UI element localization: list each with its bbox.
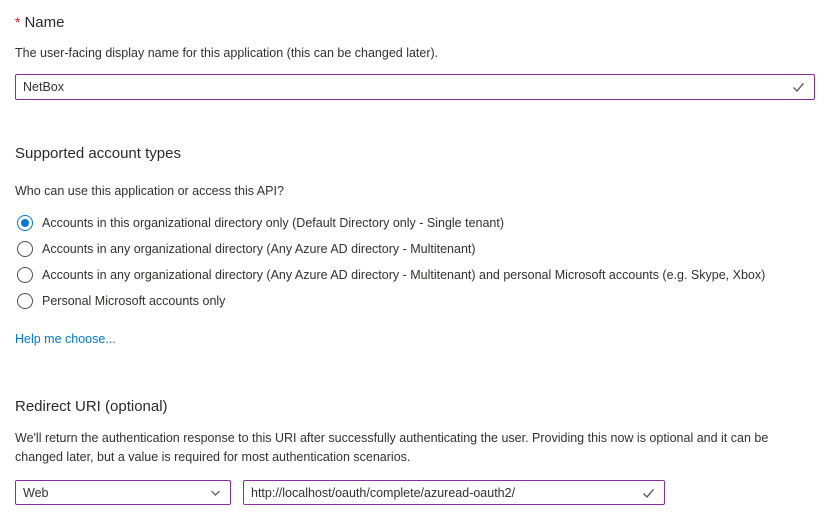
account-types-section-title: Supported account types xyxy=(15,145,181,162)
name-title-text: Name xyxy=(24,14,65,31)
radio-button-icon xyxy=(17,215,33,231)
account-types-question: Who can use this application or access this API? xyxy=(15,184,284,198)
help-me-choose-link[interactable]: Help me choose... xyxy=(15,332,116,346)
redirect-uri-controls xyxy=(15,480,815,505)
radio-button-icon xyxy=(17,267,33,283)
redirect-uri-description: We'll return the authentication response to this URI after successfully authenticating the user. Providing this now is optional and it can be changed later, but a value is required for most authentication scenarios. xyxy=(15,431,769,464)
radio-option-label: Accounts in any organizational directory (Any Azure AD directory - Multitenant) and personal Microsoft accounts (e.g. Skype, Xbox) xyxy=(42,268,766,282)
redirect-uri-section-title: Redirect URI (optional) xyxy=(15,398,168,415)
radio-option-multitenant-personal[interactable] xyxy=(15,262,815,288)
radio-option-multitenant[interactable] xyxy=(15,236,815,262)
radio-option-label: Accounts in this organizational directory only (Default Directory only - Single tenant) xyxy=(42,216,505,230)
chevron-down-icon xyxy=(209,486,222,499)
radio-option-personal-only[interactable] xyxy=(15,288,815,314)
name-input-container xyxy=(15,74,815,100)
platform-select-dropdown[interactable] xyxy=(15,480,231,505)
radio-option-label: Accounts in any organizational directory (Any Azure AD directory - Multitenant) xyxy=(42,242,476,256)
redirect-uri-input[interactable] xyxy=(243,480,665,505)
name-section-title xyxy=(15,13,815,32)
required-asterisk: * xyxy=(15,14,21,30)
redirect-uri-input-container xyxy=(243,480,665,505)
radio-option-single-tenant[interactable] xyxy=(15,210,815,236)
radio-button-icon xyxy=(17,293,33,309)
account-types-radio-group xyxy=(15,210,815,314)
platform-selected-value: Web xyxy=(23,485,49,500)
radio-button-icon xyxy=(17,241,33,257)
name-input[interactable] xyxy=(15,74,815,100)
name-description: The user-facing display name for this application (this can be changed later). xyxy=(15,46,439,60)
radio-option-label: Personal Microsoft accounts only xyxy=(42,294,226,308)
